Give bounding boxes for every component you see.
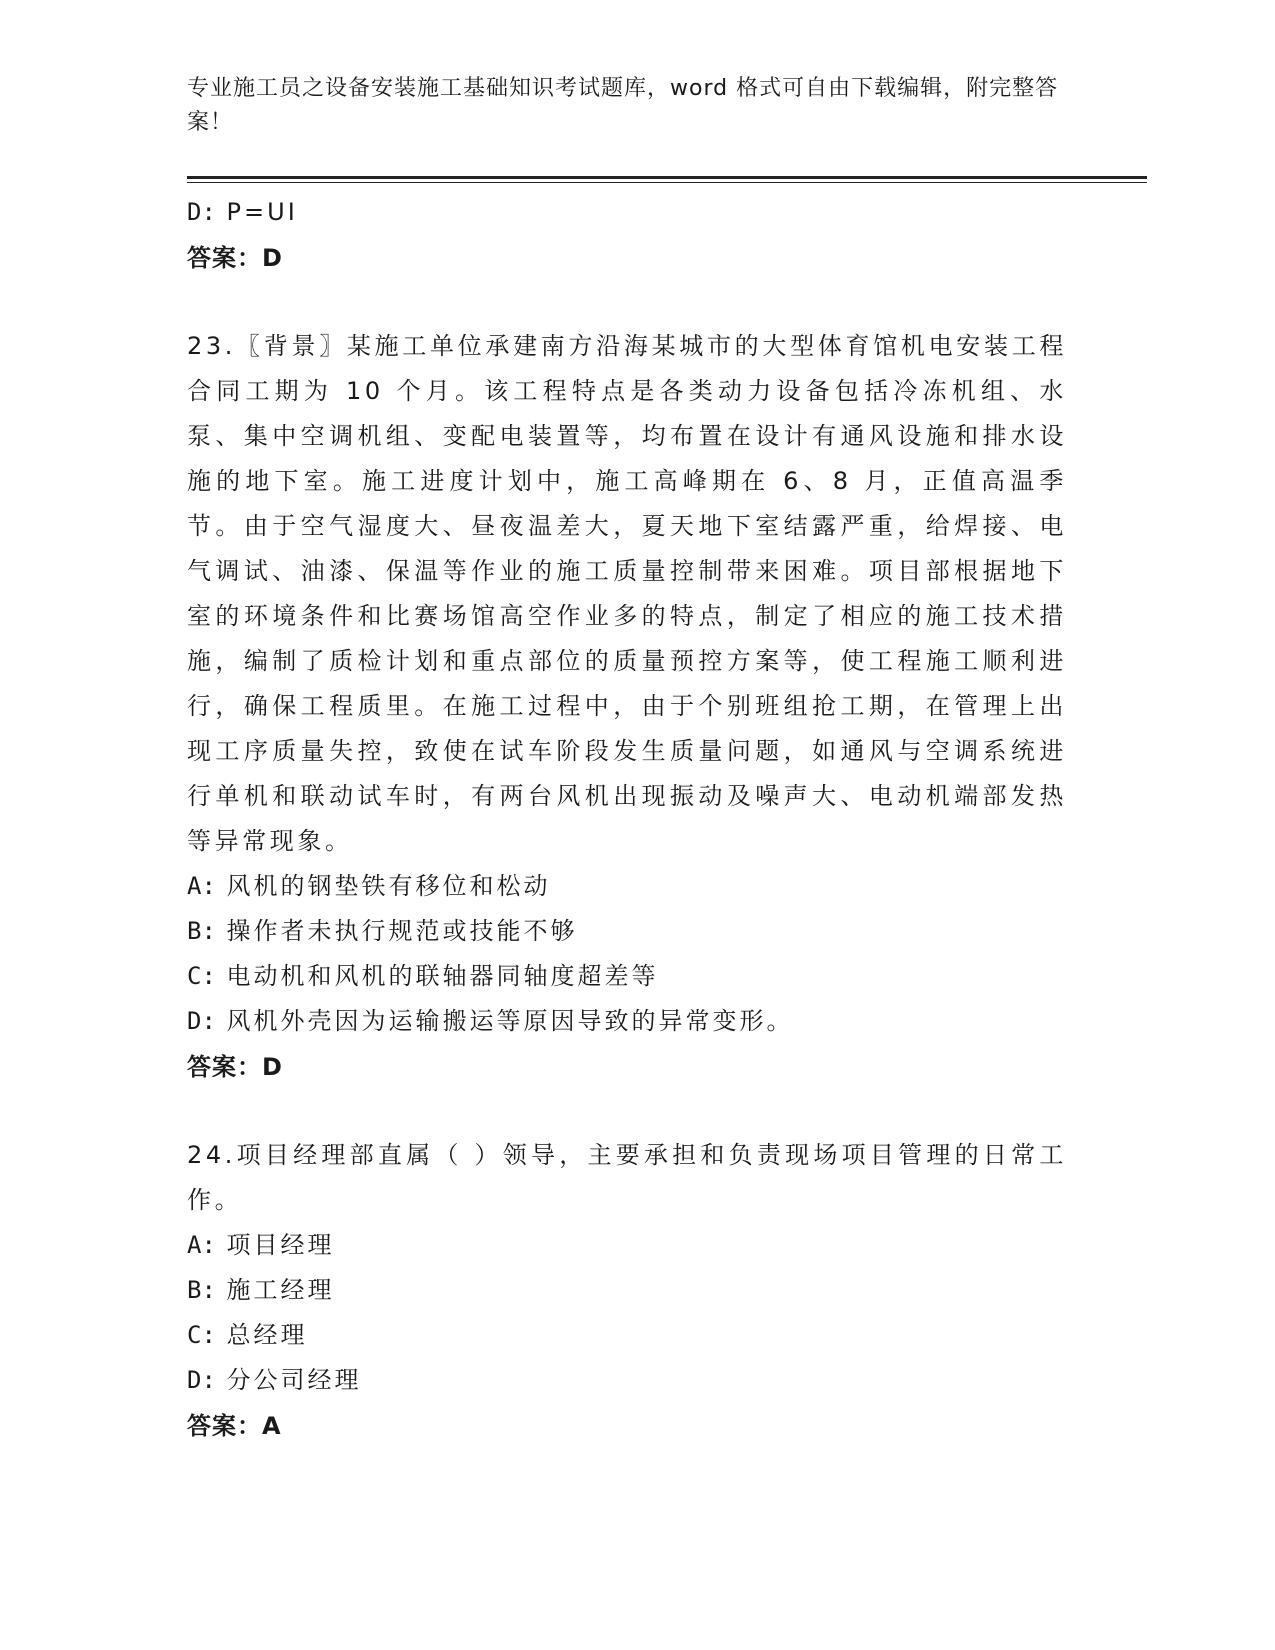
- question-24-option-b: [187, 1268, 1067, 1313]
- option-letter: C:: [187, 962, 216, 990]
- option-letter: B:: [187, 917, 216, 945]
- option-letter: D:: [187, 1007, 216, 1035]
- question-24-text: 24.项目经理部直属（ ）领导，主要承担和负责现场项目管理的日常工作。: [187, 1141, 1067, 1214]
- option-text: 总经理: [226, 1321, 308, 1349]
- question-23-text: 23.〖背景〗某施工单位承建南方沿海某城市的大型体育馆机电安装工程合同工期为 10 个月。该工程特点是各类动力设备包括冷冻机组、水泵、集中空调机组、变配电装置等，均布置在设计有通风设施和排水设施的地下室。施工进度计划中，施工高峰期在 6、8 月，正值高温季节。由于空气湿度大、昼夜温差大，夏天地下室结露严重，给焊接、电气调试、油漆、保温等作业的施工质量控制带来困难。项目部根据地下室的环境条件和比赛场馆高空作业多的特点，制定了相应的施工技术措施，编制了质检计划和重点部位的质量预控方案等，使工程施工顺利进行，确保工程质里。在施工过程中，由于个别班组抢工期，在管理上出现工序质量失控，致使在试车阶段发生质量问题，如通风与空调系统进行单机和联动试车时，有两台风机出现振动及噪声大、电动机端部发热等异常现象。: [187, 332, 1067, 855]
- spacer: [187, 1090, 1067, 1133]
- question-24-option-d: [187, 1358, 1067, 1403]
- header-divider-thin: [187, 182, 1147, 183]
- option-letter: A:: [187, 872, 216, 900]
- question-23-option-d: [187, 999, 1067, 1044]
- option-text: 分公司经理: [226, 1366, 362, 1394]
- document-content: [187, 190, 1067, 1449]
- option-letter: D:: [187, 198, 216, 226]
- question-23-option-c: [187, 954, 1067, 999]
- option-text: 施工经理: [226, 1276, 335, 1304]
- question-23-option-a: [187, 864, 1067, 909]
- option-text: 风机外壳因为运输搬运等原因导致的异常变形。: [226, 1007, 794, 1035]
- question-24-option-a: [187, 1223, 1067, 1268]
- prev-answer: 答案：D: [187, 244, 283, 272]
- option-text: 项目经理: [226, 1231, 335, 1259]
- option-text: P=UI: [226, 198, 298, 226]
- option-letter: C:: [187, 1321, 216, 1349]
- header-divider-thick: [187, 176, 1147, 179]
- option-text: 风机的钢垫铁有移位和松动: [226, 872, 551, 900]
- question-24-answer: 答案：A: [187, 1412, 282, 1440]
- option-letter: B:: [187, 1276, 216, 1304]
- spacer: [187, 281, 1067, 324]
- question-23-option-b: [187, 909, 1067, 954]
- document-header: 专业施工员之设备安装施工基础知识考试题库，word 格式可自由下载编辑，附完整答案！: [187, 76, 1059, 135]
- option-letter: D:: [187, 1366, 216, 1394]
- question-24-option-c: [187, 1313, 1067, 1358]
- prev-option-d: [187, 190, 1067, 235]
- question-23-answer: 答案：D: [187, 1053, 283, 1081]
- option-text: 操作者未执行规范或技能不够: [226, 917, 578, 945]
- option-letter: A:: [187, 1231, 216, 1259]
- option-text: 电动机和风机的联轴器同轴度超差等: [226, 962, 659, 990]
